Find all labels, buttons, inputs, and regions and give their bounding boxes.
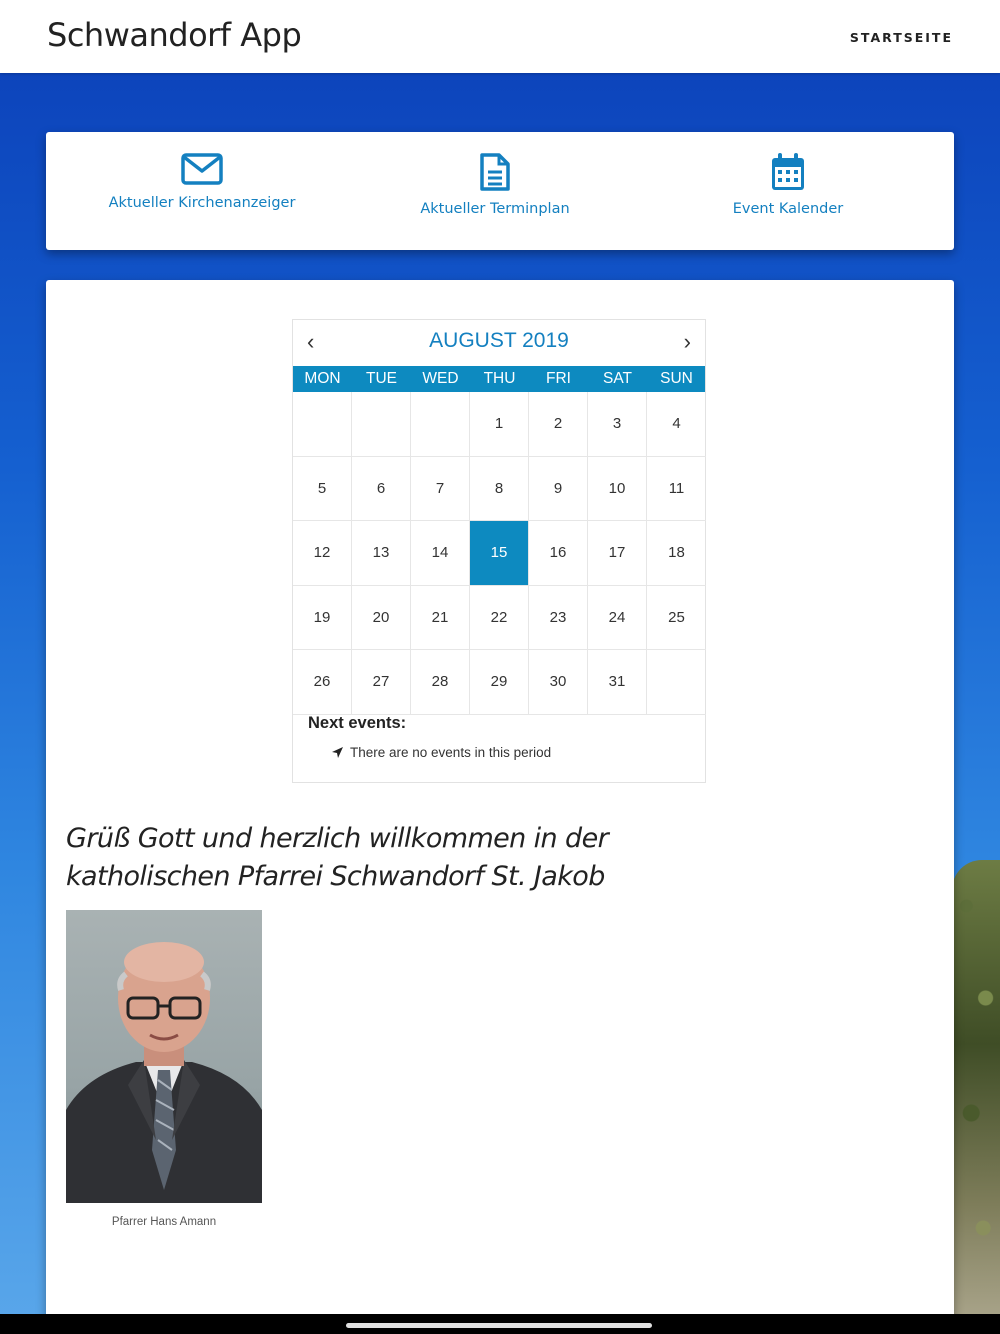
- calendar-day-23[interactable]: 23: [529, 586, 588, 651]
- next-month-button[interactable]: ›: [683, 329, 691, 354]
- no-events-text: There are no events in this period: [350, 745, 552, 760]
- kirchenanzeiger-label: Aktueller Kirchenanzeiger: [108, 195, 296, 211]
- calendar-day-6[interactable]: 6: [352, 457, 411, 522]
- app-header: [0, 0, 1000, 73]
- weekday-label: THU: [483, 370, 516, 387]
- app-title: Schwandorf App: [47, 16, 302, 54]
- quick-links-card: [46, 132, 954, 250]
- calendar-day-31[interactable]: 31: [588, 650, 647, 715]
- event-calendar: [292, 319, 706, 783]
- calendar-day-28[interactable]: 28: [411, 650, 470, 715]
- calendar-day-29[interactable]: 29: [470, 650, 529, 715]
- no-events-message: [331, 745, 551, 760]
- weekday-label: FRI: [546, 370, 571, 387]
- calendar-day-26[interactable]: 26: [293, 650, 352, 715]
- weekday-label: SAT: [603, 370, 632, 387]
- calendar-day-19[interactable]: 19: [293, 586, 352, 651]
- envelope-icon: [181, 152, 223, 186]
- calendar-day-27[interactable]: 27: [352, 650, 411, 715]
- calendar-day-21[interactable]: 21: [411, 586, 470, 651]
- calendar-day-3[interactable]: 3: [588, 392, 647, 457]
- calendar-day-8[interactable]: 8: [470, 457, 529, 522]
- calendar-day-16[interactable]: 16: [529, 521, 588, 586]
- calendar-day-22[interactable]: 22: [470, 586, 529, 651]
- calendar-day-9[interactable]: 9: [529, 457, 588, 522]
- calendar-day-14[interactable]: 14: [411, 521, 470, 586]
- calendar-day-17[interactable]: 17: [588, 521, 647, 586]
- calendar-day-20[interactable]: 20: [352, 586, 411, 651]
- system-bottom-bar: [0, 1314, 1000, 1334]
- weekday-label: TUE: [366, 370, 397, 387]
- background-trees: [952, 860, 1000, 1320]
- calendar-day-4[interactable]: 4: [647, 392, 706, 457]
- calendar-day-30[interactable]: 30: [529, 650, 588, 715]
- weekday-label: MON: [304, 370, 341, 387]
- terminplan-label: Aktueller Terminplan: [420, 201, 570, 217]
- calendar-day-2[interactable]: 2: [529, 392, 588, 457]
- welcome-heading-line2: katholischen Pfarrei Schwandorf St. Jakob: [66, 861, 605, 892]
- weekday-label: WED: [422, 370, 459, 387]
- calendar-day-5[interactable]: 5: [293, 457, 352, 522]
- terminplan-link[interactable]: [345, 152, 645, 217]
- calendar-day-13[interactable]: 13: [352, 521, 411, 586]
- calendar-header: [293, 320, 705, 366]
- calendar-day-10[interactable]: 10: [588, 457, 647, 522]
- document-icon: [479, 152, 511, 192]
- content-card: [46, 280, 954, 1334]
- kirchenanzeiger-link[interactable]: [52, 152, 352, 211]
- calendar-month-title: AUGUST 2019: [429, 329, 569, 352]
- weekday-header: [293, 366, 705, 392]
- calendar-day-18[interactable]: 18: [647, 521, 706, 586]
- calendar-day-11[interactable]: 11: [647, 457, 706, 522]
- event-kalender-link[interactable]: [638, 152, 938, 217]
- calendar-day-24[interactable]: 24: [588, 586, 647, 651]
- next-events-title: Next events:: [308, 714, 407, 732]
- calendar-day-7[interactable]: 7: [411, 457, 470, 522]
- portrait-caption: Pfarrer Hans Amann: [111, 1216, 217, 1228]
- location-arrow-icon: [331, 746, 344, 759]
- event-kalender-label: Event Kalender: [732, 201, 844, 217]
- calendar-empty-cell: [293, 392, 352, 457]
- pastor-portrait: [66, 910, 262, 1203]
- calendar-day-12[interactable]: 12: [293, 521, 352, 586]
- welcome-heading-line1: Grüß Gott und herzlich willkommen in der: [66, 823, 609, 854]
- startseite-link[interactable]: STARTSEITE: [849, 30, 953, 45]
- home-indicator[interactable]: [346, 1323, 652, 1328]
- calendar-day-25[interactable]: 25: [647, 586, 706, 651]
- calendar-day-15[interactable]: 15: [470, 521, 529, 586]
- calendar-empty-cell: [411, 392, 470, 457]
- prev-month-button[interactable]: ‹: [307, 329, 315, 354]
- weekday-label: SUN: [660, 370, 693, 387]
- pastor-portrait-image: [66, 910, 262, 1203]
- calendar-empty-cell: [647, 650, 706, 715]
- welcome-heading: [66, 820, 766, 896]
- calendar-day-1[interactable]: 1: [470, 392, 529, 457]
- calendar-icon: [770, 152, 806, 192]
- calendar-empty-cell: [352, 392, 411, 457]
- calendar-grid: [293, 392, 705, 715]
